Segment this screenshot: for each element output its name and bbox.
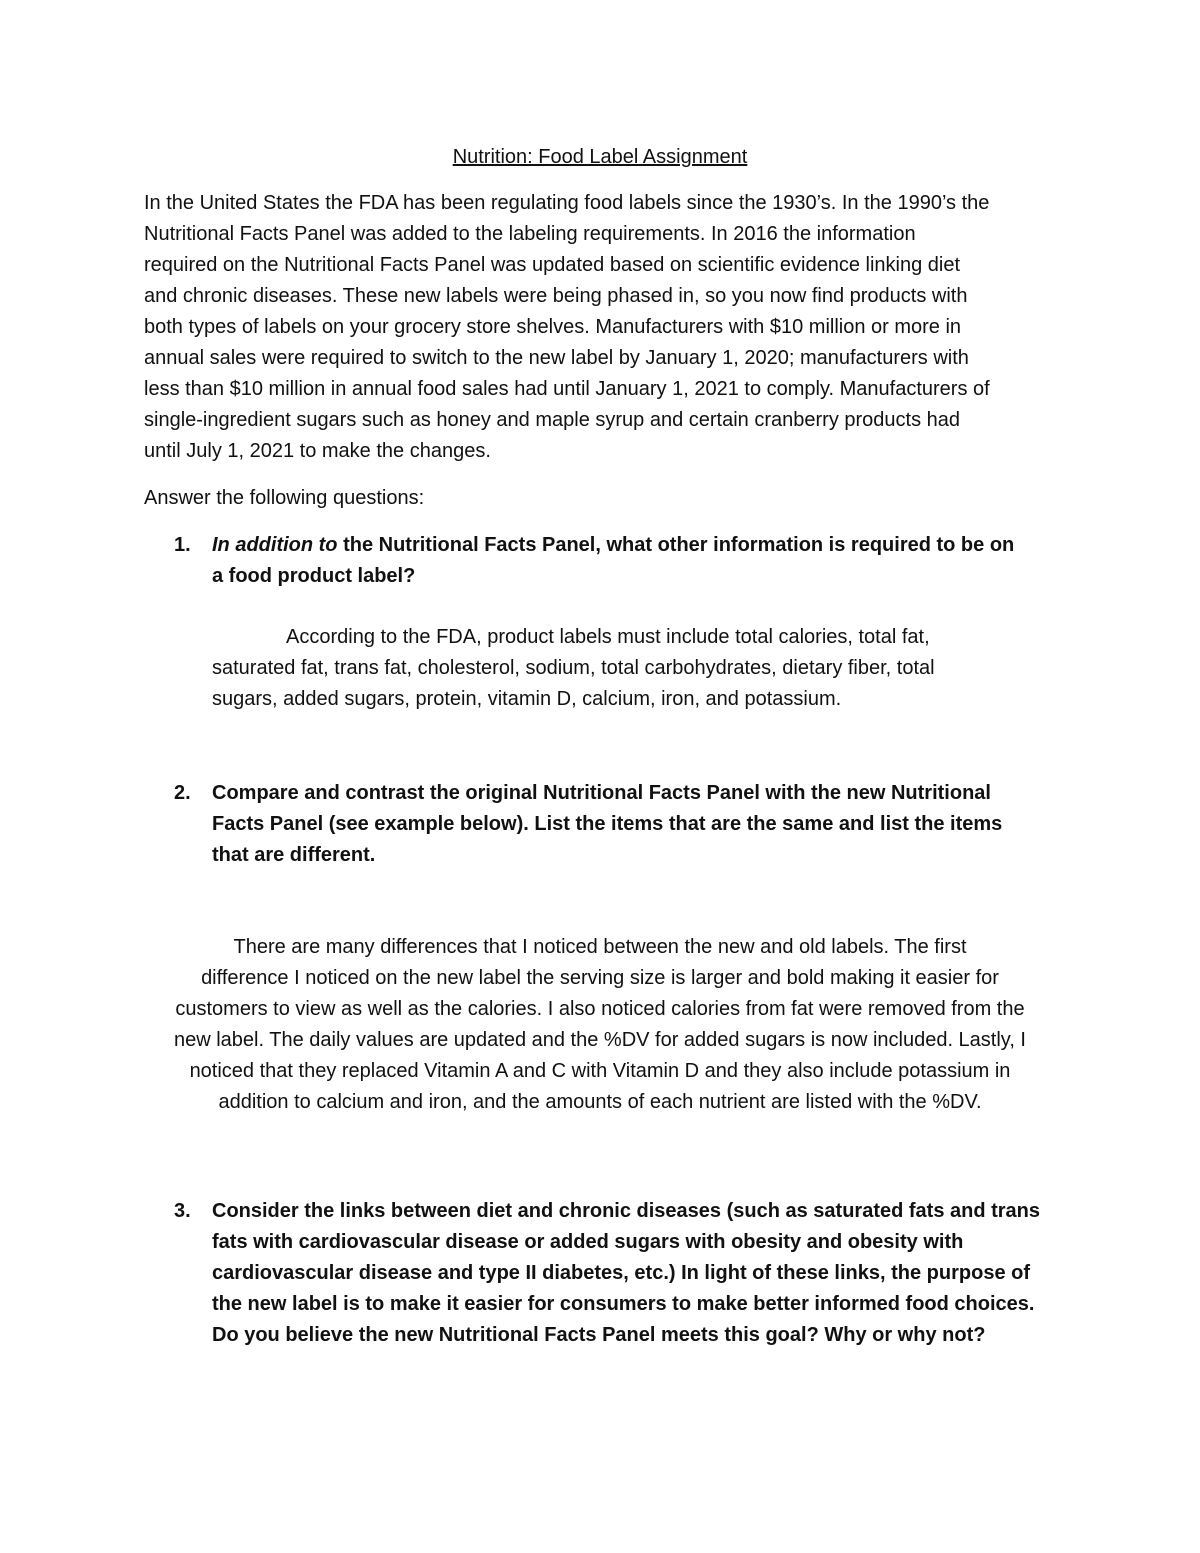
intro-line: both types of labels on your grocery store shelves. Manufacturers with $10 million or more in [144, 316, 962, 338]
intro-line: less than $10 million in annual food sales had until January 1, 2021 to comply. Manufacturers of [144, 378, 990, 400]
answer-2 [100, 932, 1100, 1118]
question-line: Facts Panel (see example below). List the items that are the same and list the items [212, 813, 1003, 835]
question-line: Do you believe the new Nutritional Facts Panel meets this goal? Why or why not? [212, 1324, 986, 1346]
answer-line: new label. The daily values are updated and the %DV for added sugars is now included. Lastly, I [173, 1029, 1026, 1051]
question-text [212, 530, 1072, 592]
answer-line: There are many differences that I noticed between the new and old labels. The first [233, 936, 967, 958]
question-line-rest: the Nutritional Facts Panel, what other information is required to be on [337, 534, 1015, 556]
question-number: 3. [174, 1200, 191, 1222]
question-line: a food product label? [212, 565, 416, 587]
answer-line: According to the FDA, product labels must include total calories, total fat, [286, 626, 930, 648]
question-number: 2. [174, 782, 191, 804]
intro-line: annual sales were required to switch to the new label by January 1, 2020; manufacturers with [144, 347, 969, 369]
intro-line: Nutritional Facts Panel was added to the labeling requirements. In 2016 the information [144, 223, 916, 245]
answer-line: noticed that they replaced Vitamin A and C with Vitamin D and they also include potassium in [189, 1060, 1011, 1082]
question-line [212, 530, 1072, 561]
answer-line: addition to calcium and iron, and the amounts of each nutrient are listed with the %DV. [218, 1091, 982, 1113]
answer-line: sugars, added sugars, protein, vitamin D, calcium, iron, and potassium. [212, 688, 842, 710]
intro-line: In the United States the FDA has been regulating food labels since the 1930’s. In the 1990’s the [144, 192, 990, 214]
question-line: the new label is to make it easier for consumers to make better informed food choices. [212, 1293, 1035, 1315]
answer-line: customers to view as well as the calories. I also noticed calories from fat were removed from the [175, 998, 1025, 1020]
answer-line: saturated fat, trans fat, cholesterol, sodium, total carbohydrates, dietary fiber, total [212, 657, 935, 679]
question-line: that are different. [212, 844, 376, 866]
question-text [212, 778, 1072, 871]
intro-line: and chronic diseases. These new labels were being phased in, so you now find products with [144, 285, 968, 307]
question-text [212, 1196, 1072, 1351]
answer-line: difference I noticed on the new label the serving size is larger and bold making it easier for [201, 967, 999, 989]
question-line: fats with cardiovascular disease or added sugars with obesity and obesity with [212, 1231, 964, 1253]
intro-line: required on the Nutritional Facts Panel was updated based on scientific evidence linking diet [144, 254, 961, 276]
question-number: 1. [174, 534, 191, 556]
document-title: Nutrition: Food Label Assignment [452, 146, 748, 168]
intro-line: until July 1, 2021 to make the changes. [144, 440, 491, 462]
intro-paragraph [144, 188, 1064, 467]
question-line: Consider the links between diet and chronic diseases (such as saturated fats and trans [212, 1200, 1041, 1222]
question-line: cardiovascular disease and type II diabetes, etc.) In light of these links, the purpose of [212, 1262, 1030, 1284]
question-line: Compare and contrast the original Nutritional Facts Panel with the new Nutritional [212, 782, 991, 804]
question-emphasis: In addition to [212, 534, 338, 556]
answer-prompt: Answer the following questions: [144, 487, 425, 509]
answer-1 [212, 622, 1062, 715]
intro-line: single-ingredient sugars such as honey and maple syrup and certain cranberry products had [144, 409, 961, 431]
